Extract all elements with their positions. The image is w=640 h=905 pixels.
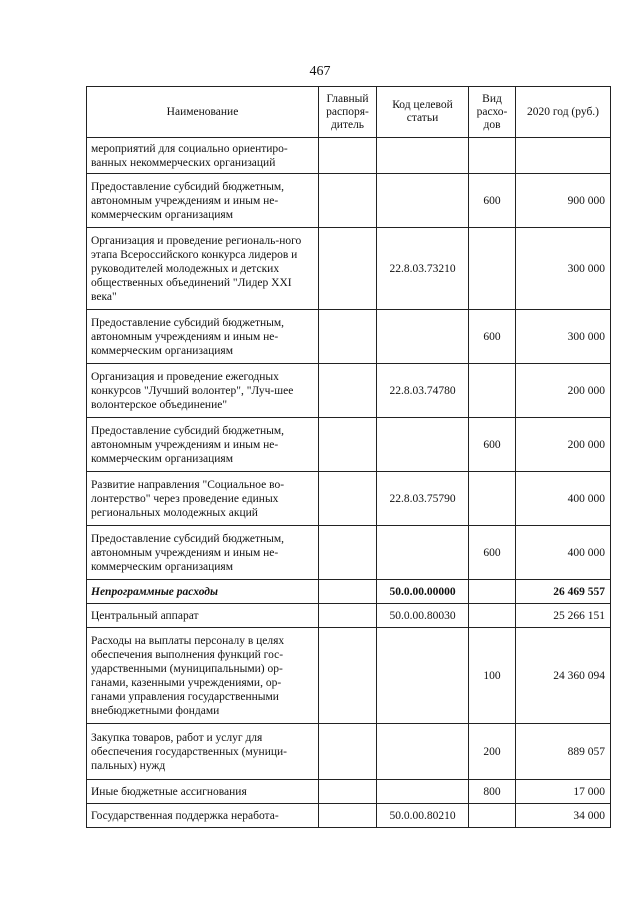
row-main-manager-cell: [319, 580, 377, 604]
row-main-manager-cell: [319, 418, 377, 472]
row-name-cell: Развитие направления "Социальное во-лонтерство" через проведение единых региональных молодежных акций: [87, 472, 319, 526]
row-main-manager-cell: [319, 310, 377, 364]
header-expense-kind: Вид расхо-дов: [469, 87, 516, 138]
table-row: [87, 364, 611, 418]
row-amount-cell: 400 000: [516, 472, 611, 526]
row-name-cell: Организация и проведение региональ-ного этапа Всероссийского конкурса лидеров и руководителей молодежных и детских общественных объединений "Лидер XXI века": [87, 228, 319, 310]
table-row: [87, 310, 611, 364]
row-amount-cell: 889 057: [516, 724, 611, 780]
table-row: [87, 526, 611, 580]
row-expense-kind-cell: 200: [469, 724, 516, 780]
row-main-manager-cell: [319, 174, 377, 228]
row-expense-kind-cell: [469, 804, 516, 828]
page-number: 467: [309, 64, 331, 79]
row-main-manager-cell: [319, 472, 377, 526]
table-body: [87, 138, 611, 828]
row-amount-cell: 400 000: [516, 526, 611, 580]
row-amount-cell: 200 000: [516, 364, 611, 418]
row-main-manager-cell: [319, 780, 377, 804]
row-amount-cell: [516, 138, 611, 174]
row-expense-kind-cell: [469, 604, 516, 628]
row-target-code-cell: [377, 418, 469, 472]
row-main-manager-cell: [319, 364, 377, 418]
row-expense-kind-cell: 600: [469, 526, 516, 580]
budget-table: [86, 86, 611, 828]
table-row: [87, 174, 611, 228]
row-target-code-cell: 50.0.00.00000: [377, 580, 469, 604]
row-target-code-cell: [377, 628, 469, 724]
row-name-cell: Иные бюджетные ассигнования: [87, 780, 319, 804]
row-target-code-cell: [377, 724, 469, 780]
table-row: [87, 138, 611, 174]
row-name-cell: Предоставление субсидий бюджетным, автономным учреждениям и иным не-коммерческим организациям: [87, 310, 319, 364]
row-target-code-cell: [377, 174, 469, 228]
row-name-cell: Расходы на выплаты персоналу в целях обеспечения выполнения функций гос-ударственными (муниципальными) ор-ганами, казенными учреждениями, ор-ганами управления государственными внебюджетными фондами: [87, 628, 319, 724]
row-name-cell: Предоставление субсидий бюджетным, автономным учреждениям и иным не-коммерческим организациям: [87, 418, 319, 472]
row-name-cell: мероприятий для социально ориентиро-ванных некоммерческих организаций: [87, 138, 319, 174]
row-amount-cell: 300 000: [516, 228, 611, 310]
row-main-manager-cell: [319, 804, 377, 828]
row-expense-kind-cell: [469, 138, 516, 174]
table-row: [87, 804, 611, 828]
row-target-code-cell: 22.8.03.75790: [377, 472, 469, 526]
header-main-manager: Главный распоря-дитель: [319, 87, 377, 138]
row-target-code-cell: [377, 310, 469, 364]
table-row: [87, 472, 611, 526]
row-amount-cell: 17 000: [516, 780, 611, 804]
row-target-code-cell: 50.0.00.80210: [377, 804, 469, 828]
row-expense-kind-cell: 600: [469, 310, 516, 364]
row-main-manager-cell: [319, 526, 377, 580]
table-row: [87, 580, 611, 604]
row-expense-kind-cell: [469, 580, 516, 604]
row-amount-cell: 900 000: [516, 174, 611, 228]
row-target-code-cell: 22.8.03.73210: [377, 228, 469, 310]
table-header-row: [87, 87, 611, 138]
header-name: Наименование: [87, 87, 319, 138]
row-target-code-cell: [377, 780, 469, 804]
row-expense-kind-cell: 100: [469, 628, 516, 724]
row-expense-kind-cell: 800: [469, 780, 516, 804]
row-expense-kind-cell: [469, 364, 516, 418]
table-row: [87, 418, 611, 472]
row-name-cell: Непрограммные расходы: [87, 580, 319, 604]
row-name-cell: Государственная поддержка неработа-: [87, 804, 319, 828]
row-main-manager-cell: [319, 604, 377, 628]
row-main-manager-cell: [319, 724, 377, 780]
row-amount-cell: 25 266 151: [516, 604, 611, 628]
row-main-manager-cell: [319, 228, 377, 310]
table-row: [87, 628, 611, 724]
header-target-code: Код целевой статьи: [377, 87, 469, 138]
row-expense-kind-cell: [469, 472, 516, 526]
row-expense-kind-cell: 600: [469, 174, 516, 228]
row-amount-cell: 24 360 094: [516, 628, 611, 724]
row-expense-kind-cell: 600: [469, 418, 516, 472]
row-name-cell: Центральный аппарат: [87, 604, 319, 628]
row-main-manager-cell: [319, 138, 377, 174]
row-name-cell: Предоставление субсидий бюджетным, автономным учреждениям и иным не-коммерческим организациям: [87, 526, 319, 580]
row-target-code-cell: 22.8.03.74780: [377, 364, 469, 418]
row-name-cell: Предоставление субсидий бюджетным, автономным учреждениям и иным не-коммерческим организациям: [87, 174, 319, 228]
row-amount-cell: 26 469 557: [516, 580, 611, 604]
header-amount: 2020 год (руб.): [516, 87, 611, 138]
row-target-code-cell: [377, 138, 469, 174]
table-row: [87, 780, 611, 804]
row-main-manager-cell: [319, 628, 377, 724]
row-amount-cell: 34 000: [516, 804, 611, 828]
row-amount-cell: 200 000: [516, 418, 611, 472]
table-row: [87, 604, 611, 628]
table-row: [87, 724, 611, 780]
row-name-cell: Организация и проведение ежегодных конкурсов "Лучший волонтер", "Луч-шее волонтерское объединение": [87, 364, 319, 418]
row-amount-cell: 300 000: [516, 310, 611, 364]
row-name-cell: Закупка товаров, работ и услуг для обеспечения государственных (муници-пальных) нужд: [87, 724, 319, 780]
row-expense-kind-cell: [469, 228, 516, 310]
row-target-code-cell: [377, 526, 469, 580]
row-target-code-cell: 50.0.00.80030: [377, 604, 469, 628]
table-row: [87, 228, 611, 310]
